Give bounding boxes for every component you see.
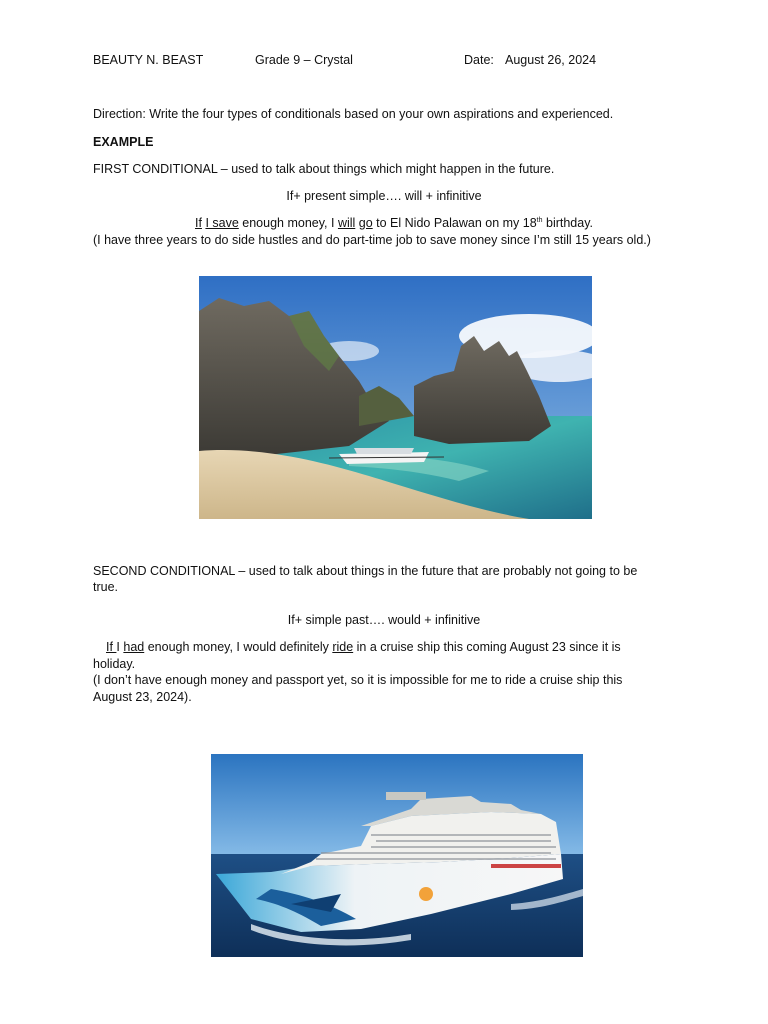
underlined-will: will [337, 216, 356, 230]
underlined-ride: ride [332, 640, 354, 654]
first-conditional-heading: FIRST CONDITIONAL – used to talk about things which might happen in the future. [93, 162, 555, 176]
second-conditional-sentence-line2: holiday. [93, 657, 136, 671]
first-conditional-sentence: If I save enough money, I will go to El Nido Palawan on my 18th birthday. [195, 216, 594, 230]
second-conditional-heading-line1: SECOND CONDITIONAL – used to talk about things in the future that are probably not going to be [93, 564, 638, 578]
cruise-ship-photo [211, 754, 583, 957]
second-conditional-sentence: If I had enough money, I would definitely ride in a cruise ship this coming August 23 since it is [106, 640, 621, 654]
second-conditional-formula: If+ simple past…. would + infinitive [287, 613, 481, 627]
example-label: EXAMPLE [93, 135, 154, 149]
second-conditional-note-line1: (I don’t have enough money and passport yet, so it is impossible for me to ride a cruise ship this [93, 673, 623, 687]
grade-section: Grade 9 – Crystal [255, 53, 353, 67]
student-name: BEAUTY N. BEAST [93, 53, 204, 67]
second-conditional-heading-line2: true. [93, 580, 119, 594]
underlined-if: If [195, 216, 202, 230]
second-conditional-note-line2: August 23, 2024). [93, 690, 192, 704]
direction-text: Direction: Write the four types of conditionals based on your own aspirations and experienced. [93, 107, 614, 121]
first-conditional-note: (I have three years to do side hustles and do part-time job to save money since I’m still 15 years old.) [93, 233, 651, 247]
underlined-i-save: I save [205, 216, 239, 230]
underlined-go: go [358, 216, 373, 230]
el-nido-photo [199, 276, 592, 519]
date-value: August 26, 2024 [505, 53, 597, 67]
underlined-had: had [123, 640, 145, 654]
date-label: Date: [464, 53, 494, 67]
underlined-if-second: If [106, 640, 117, 654]
first-conditional-formula: If+ present simple…. will + infinitive [286, 189, 482, 203]
ordinal-suffix: th [536, 216, 543, 224]
